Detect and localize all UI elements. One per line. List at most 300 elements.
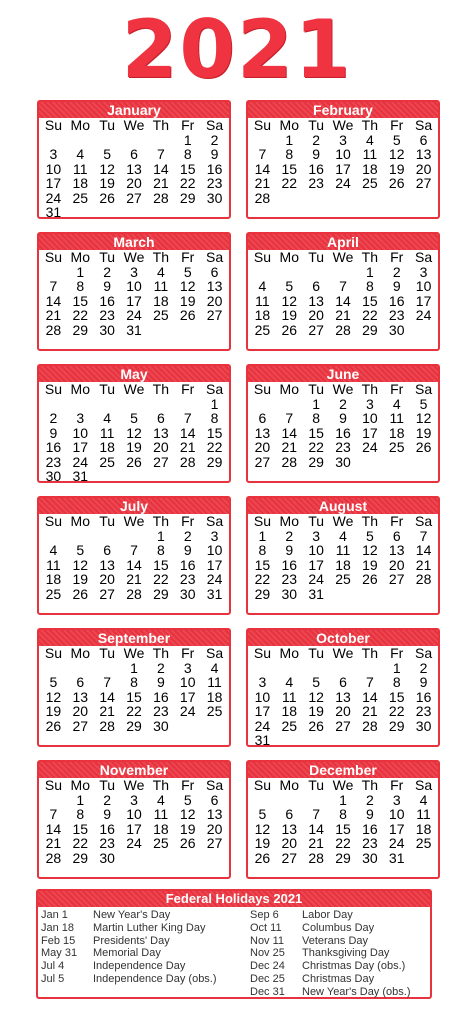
holiday-date: Dec 24 (250, 960, 285, 973)
day-cell: 25 (153, 835, 169, 851)
day-cell: 21 (415, 556, 432, 573)
weekday-label: Tu (308, 249, 325, 265)
day-cell: 1 (339, 791, 347, 808)
day-cell: 14 (362, 688, 378, 705)
empty-cell (356, 661, 383, 676)
empty-cell (40, 133, 67, 148)
weekday-label: Th (152, 381, 170, 397)
day-cell: 25 (99, 453, 115, 470)
federal-holidays-title: Federal Holidays 2021 (38, 891, 430, 907)
day-cell: 24 (388, 835, 405, 851)
day-cell: 6 (130, 146, 138, 162)
day-cell: 3 (210, 527, 219, 544)
holiday-name: Independence Day (obs.) (93, 972, 217, 985)
month-december (246, 760, 440, 879)
weekday-label: Th (361, 381, 379, 397)
day-cell: 4 (365, 131, 374, 148)
holiday-name: Thanksgiving Day (302, 947, 390, 960)
empty-cell (249, 397, 276, 412)
day-cell: 24 (308, 571, 324, 587)
weekday-label: Sa (206, 645, 224, 661)
day-cell: 9 (103, 278, 112, 294)
day-cell: 4 (156, 791, 165, 808)
holiday-date: May 31 (41, 947, 78, 960)
day-cell: 23 (415, 703, 432, 719)
day-cell: 18 (45, 571, 62, 587)
day-cell: 17 (254, 703, 271, 719)
day-cell: 23 (281, 571, 298, 587)
day-cell: 16 (308, 160, 324, 177)
day-cell: 9 (312, 146, 321, 162)
day-cell: 13 (206, 278, 223, 294)
day-cell: 10 (362, 410, 378, 426)
day-cell: 15 (335, 820, 351, 837)
day-cell: 25 (281, 717, 298, 734)
day-cell: 14 (45, 292, 62, 309)
month-september (37, 628, 231, 747)
weekday-label: Th (152, 645, 170, 661)
day-cell: 10 (254, 688, 271, 705)
day-cell: 15 (72, 292, 89, 309)
day-cell: 19 (99, 175, 115, 191)
empty-cell (330, 661, 357, 676)
empty-cell (40, 793, 67, 808)
day-cell: 2 (339, 395, 347, 412)
day-cell: 13 (153, 424, 169, 441)
holiday-name: New Year's Day (obs.) (302, 985, 411, 998)
day-cell: 2 (103, 263, 112, 280)
weekday-label: Mo (279, 117, 299, 133)
weekday-label: Th (152, 777, 170, 793)
holiday-date: Jul 4 (41, 960, 65, 973)
day-cell: 20 (72, 703, 89, 719)
month-grid (248, 514, 438, 601)
holiday-name: Martin Luther King Day (93, 921, 206, 934)
day-cell: 28 (126, 585, 142, 602)
day-cell: 31 (45, 204, 62, 220)
empty-cell (67, 397, 94, 412)
day-cell: 23 (308, 175, 324, 191)
weekday-label: Fr (181, 513, 195, 529)
day-cell: 23 (45, 453, 62, 470)
day-cell: 14 (126, 556, 142, 573)
day-cell: 10 (45, 160, 62, 177)
day-cell: 26 (179, 835, 196, 851)
day-cell: 1 (365, 263, 374, 280)
day-cell: 6 (210, 263, 219, 280)
day-cell: 17 (388, 820, 405, 837)
weekday-label: Sa (415, 249, 433, 265)
day-cell: 8 (130, 674, 138, 690)
day-cell: 15 (72, 820, 89, 837)
day-cell: 7 (130, 542, 138, 558)
day-cell: 21 (45, 307, 62, 323)
month-name: April (248, 234, 438, 250)
day-cell: 1 (392, 659, 401, 676)
day-cell: 1 (76, 263, 85, 280)
day-cell: 14 (415, 542, 432, 558)
day-cell: 27 (72, 717, 89, 734)
empty-cell (40, 397, 67, 412)
day-cell: 8 (210, 410, 219, 426)
day-cell: 29 (72, 849, 89, 866)
day-cell: 4 (285, 674, 294, 690)
day-cell: 28 (254, 189, 271, 206)
day-cell: 3 (392, 791, 401, 808)
day-cell: 14 (308, 820, 324, 837)
day-cell: 26 (388, 175, 405, 191)
weekday-label: We (332, 645, 354, 661)
day-cell: 28 (335, 321, 351, 338)
day-cell: 27 (206, 307, 223, 323)
day-cell: 15 (206, 424, 223, 441)
day-cell: 22 (388, 703, 405, 719)
day-cell: 10 (126, 278, 142, 294)
weekday-label: We (123, 117, 145, 133)
day-cell: 19 (254, 835, 271, 851)
weekday-label: Tu (308, 777, 325, 793)
day-cell: 5 (392, 131, 401, 148)
empty-cell (249, 793, 276, 808)
day-cell: 5 (183, 263, 192, 280)
weekday-label: Mo (279, 513, 299, 529)
day-cell: 31 (254, 732, 271, 748)
weekday-label: Su (253, 381, 271, 397)
weekday-label: Tu (308, 117, 325, 133)
weekday-label: Th (361, 249, 379, 265)
empty-cell (147, 133, 174, 148)
day-cell: 16 (153, 688, 169, 705)
federal-holidays-panel (36, 889, 432, 999)
empty-cell (40, 529, 67, 544)
holiday-name: Columbus Day (302, 921, 375, 934)
day-cell: 14 (281, 424, 298, 441)
day-cell: 12 (99, 160, 115, 177)
holiday-name: Independence Day (93, 960, 186, 973)
day-cell: 18 (206, 688, 223, 705)
day-cell: 16 (335, 424, 351, 441)
weekday-label: Fr (181, 777, 195, 793)
year-title: 2021 (121, 3, 353, 96)
empty-cell (94, 397, 121, 412)
day-cell: 7 (103, 674, 112, 690)
empty-cell (94, 133, 121, 148)
day-cell: 22 (72, 307, 89, 323)
day-cell: 2 (285, 527, 294, 544)
day-cell: 30 (179, 585, 196, 602)
day-cell: 25 (45, 585, 62, 602)
weekday-label: Su (253, 249, 271, 265)
day-cell: 9 (392, 278, 401, 294)
weekday-label: Th (361, 645, 379, 661)
weekday-label: We (123, 777, 145, 793)
empty-cell (121, 397, 148, 412)
weekday-label: Su (253, 117, 271, 133)
day-cell: 3 (365, 395, 374, 412)
day-cell: 1 (130, 659, 138, 676)
month-name: May (39, 366, 229, 382)
day-cell: 19 (362, 556, 378, 573)
weekday-label: We (123, 249, 145, 265)
day-cell: 6 (156, 410, 165, 426)
day-cell: 20 (126, 175, 142, 191)
day-cell: 30 (45, 468, 62, 484)
day-cell: 17 (126, 820, 142, 837)
holiday-date: Sep 6 (250, 909, 279, 921)
day-cell: 18 (362, 160, 378, 177)
holiday-date: Dec 31 (250, 985, 285, 998)
weekday-label: Su (44, 117, 62, 133)
day-cell: 7 (49, 806, 58, 822)
day-cell: 22 (153, 571, 169, 587)
weekday-label: We (332, 117, 354, 133)
day-cell: 26 (308, 717, 324, 734)
day-cell: 22 (206, 439, 223, 455)
day-cell: 3 (339, 131, 347, 148)
day-cell: 9 (339, 410, 347, 426)
weekday-label: Sa (206, 777, 224, 793)
day-cell: 12 (362, 542, 378, 558)
weekday-label: Th (152, 117, 170, 133)
day-cell: 25 (388, 439, 405, 455)
day-cell: 18 (153, 820, 169, 837)
holiday-date: Jan 1 (41, 909, 68, 921)
month-grid (248, 250, 438, 337)
month-april (246, 232, 440, 351)
day-cell: 3 (419, 263, 428, 280)
day-cell: 2 (103, 791, 112, 808)
day-cell: 22 (308, 439, 324, 455)
day-cell: 18 (388, 424, 405, 441)
day-cell: 12 (388, 146, 405, 162)
month-august (246, 496, 440, 615)
day-cell: 18 (254, 307, 271, 323)
day-cell: 1 (156, 527, 165, 544)
day-cell: 25 (206, 703, 223, 719)
weekday-label: Fr (181, 381, 195, 397)
weekday-label: Su (44, 777, 62, 793)
month-november (37, 760, 231, 879)
day-cell: 11 (153, 806, 169, 822)
day-cell: 5 (130, 410, 138, 426)
empty-cell (303, 661, 330, 676)
day-cell: 6 (339, 674, 347, 690)
day-cell: 16 (281, 556, 298, 573)
day-cell: 20 (281, 835, 298, 851)
day-cell: 9 (49, 424, 58, 441)
day-cell: 21 (335, 307, 351, 323)
weekday-label: Mo (279, 777, 299, 793)
day-cell: 5 (419, 395, 428, 412)
day-cell: 19 (415, 424, 432, 441)
day-cell: 31 (126, 321, 142, 338)
day-cell: 13 (254, 424, 271, 441)
day-cell: 24 (335, 175, 351, 191)
empty-cell (147, 397, 174, 412)
day-cell: 23 (99, 835, 115, 851)
holiday-date: Feb 15 (41, 934, 76, 947)
day-cell: 12 (415, 410, 432, 426)
holiday-name: Memorial Day (93, 947, 161, 960)
day-cell: 2 (419, 659, 428, 676)
day-cell: 30 (362, 849, 378, 866)
day-cell: 13 (99, 556, 115, 573)
day-cell: 17 (72, 439, 89, 455)
day-cell: 19 (45, 703, 62, 719)
empty-cell (249, 661, 276, 676)
day-cell: 7 (183, 410, 192, 426)
weekday-label: Fr (390, 513, 404, 529)
day-cell: 12 (308, 688, 324, 705)
weekday-label: We (332, 249, 354, 265)
day-cell: 18 (153, 292, 169, 309)
day-cell: 12 (72, 556, 89, 573)
month-name: March (39, 234, 229, 250)
month-january (37, 100, 231, 219)
weekday-label: Mo (70, 513, 90, 529)
day-cell: 4 (49, 542, 58, 558)
day-cell: 8 (392, 674, 401, 690)
day-cell: 7 (156, 146, 165, 162)
day-cell: 25 (415, 835, 432, 851)
day-cell: 20 (335, 703, 351, 719)
day-cell: 5 (285, 278, 294, 294)
day-cell: 26 (99, 189, 115, 206)
day-cell: 12 (45, 688, 62, 705)
day-cell: 11 (99, 424, 115, 441)
weekday-label: Sa (415, 381, 433, 397)
day-cell: 17 (308, 556, 324, 573)
day-cell: 11 (362, 146, 378, 162)
day-cell: 1 (210, 395, 219, 412)
day-cell: 3 (130, 791, 138, 808)
day-cell: 2 (365, 791, 374, 808)
day-cell: 27 (415, 175, 432, 191)
day-cell: 20 (388, 556, 405, 573)
day-cell: 6 (258, 410, 267, 426)
day-cell: 16 (206, 160, 223, 177)
month-may (37, 364, 231, 483)
day-cell: 18 (335, 556, 351, 573)
weekday-label: Mo (70, 777, 90, 793)
day-cell: 13 (388, 542, 405, 558)
day-cell: 1 (312, 395, 321, 412)
day-cell: 24 (415, 307, 432, 323)
day-cell: 19 (179, 292, 196, 309)
empty-cell (174, 397, 201, 412)
day-cell: 18 (415, 820, 432, 837)
day-cell: 4 (339, 527, 347, 544)
weekday-label: Su (253, 777, 271, 793)
month-grid (248, 778, 438, 865)
weekday-label: Sa (415, 117, 433, 133)
weekday-label: We (123, 513, 145, 529)
day-cell: 1 (76, 791, 85, 808)
day-cell: 31 (72, 468, 89, 484)
month-grid (39, 118, 229, 220)
day-cell: 13 (415, 146, 432, 162)
weekday-label: Sa (415, 777, 433, 793)
day-cell: 14 (254, 160, 271, 177)
day-cell: 27 (335, 717, 351, 734)
day-cell: 13 (335, 688, 351, 705)
day-cell: 9 (183, 542, 192, 558)
day-cell: 26 (45, 717, 62, 734)
weekday-label: Su (44, 381, 62, 397)
weekday-label: We (123, 381, 145, 397)
day-cell: 24 (126, 307, 142, 323)
month-name: October (248, 630, 438, 646)
month-name: January (39, 102, 229, 118)
holiday-date: Nov 25 (250, 947, 285, 960)
empty-cell (249, 133, 276, 148)
day-cell: 14 (335, 292, 351, 309)
day-cell: 15 (126, 688, 142, 705)
weekday-label: Tu (308, 381, 325, 397)
day-cell: 28 (153, 189, 169, 206)
day-cell: 26 (254, 849, 271, 866)
weekday-label: Mo (70, 117, 90, 133)
day-cell: 16 (45, 439, 62, 455)
day-cell: 3 (130, 263, 138, 280)
day-cell: 23 (335, 439, 351, 455)
weekday-label: Mo (279, 381, 299, 397)
day-cell: 15 (254, 556, 271, 573)
holiday-name: Labor Day (302, 909, 353, 921)
weekday-label: Th (152, 513, 170, 529)
weekday-label: Su (44, 513, 62, 529)
month-june (246, 364, 440, 483)
day-cell: 23 (99, 307, 115, 323)
day-cell: 7 (419, 527, 428, 544)
day-cell: 10 (206, 542, 223, 558)
day-cell: 23 (362, 835, 378, 851)
day-cell: 30 (99, 321, 115, 338)
day-cell: 8 (365, 278, 374, 294)
weekday-label: Su (44, 645, 62, 661)
day-cell: 7 (49, 278, 58, 294)
day-cell: 7 (258, 146, 267, 162)
day-cell: 24 (179, 703, 196, 719)
day-cell: 23 (179, 571, 196, 587)
weekday-label: Fr (181, 645, 195, 661)
holiday-date: Jan 18 (41, 921, 75, 934)
weekday-label: We (332, 513, 354, 529)
day-cell: 26 (179, 307, 196, 323)
month-grid (39, 514, 229, 601)
day-cell: 6 (210, 791, 219, 808)
day-cell: 10 (126, 806, 142, 822)
day-cell: 5 (103, 146, 112, 162)
day-cell: 28 (45, 849, 62, 866)
day-cell: 21 (153, 175, 169, 191)
day-cell: 19 (72, 571, 89, 587)
day-cell: 30 (415, 717, 432, 734)
day-cell: 11 (255, 292, 270, 309)
day-cell: 22 (72, 835, 89, 851)
day-cell: 8 (156, 542, 165, 558)
day-cell: 22 (281, 175, 298, 191)
day-cell: 15 (281, 160, 298, 177)
month-name: August (248, 498, 438, 514)
weekday-label: Fr (390, 777, 404, 793)
day-cell: 26 (281, 321, 298, 338)
day-cell: 24 (254, 717, 271, 734)
day-cell: 20 (153, 439, 169, 455)
month-grid (39, 646, 229, 733)
weekday-label: Sa (206, 117, 224, 133)
day-cell: 6 (392, 527, 401, 544)
